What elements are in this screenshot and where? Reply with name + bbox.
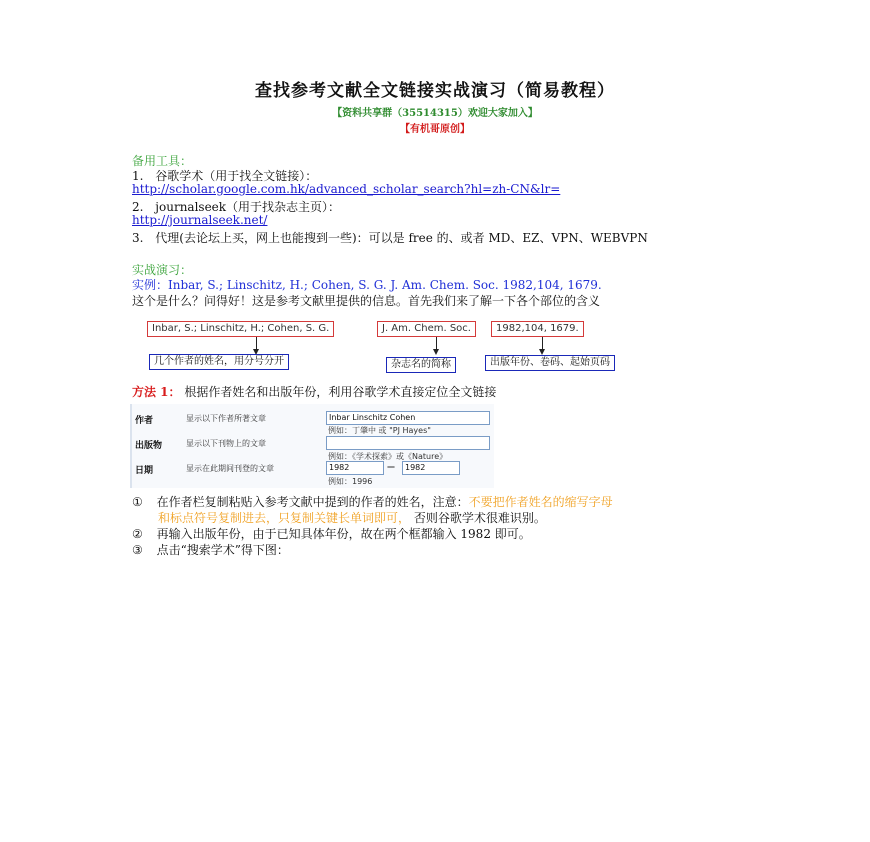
step-1-text: 在作者栏复制粘贴入参考文献中提到的作者的姓名，注意： [156,495,469,509]
tool-item-2-text: journalseek（用于找杂志主页）： [155,200,341,214]
tool-item-2-number: 2. [132,200,144,214]
citation-journal-box: J. Am. Chem. Soc. [377,321,476,337]
tool-item-3-number: 3. [132,231,144,245]
author-credit: 【有机哥原创】 [400,124,470,135]
step-1-ending: 否则谷歌学术很难识别。 [413,511,546,525]
step-2-line [132,525,531,542]
step-1-line-2 [158,509,546,526]
date-field-description: 显示在此期间刊登的文章 [186,464,274,473]
method-1-line [132,383,496,400]
method-1-prefix: 方法 1： [132,385,181,399]
tools-heading: 备用工具： [132,154,193,168]
explanation-text: 这个是什么？问得好！这是参考文献里提供的信息。首先我们来了解一下各个部位的含义 [132,294,601,308]
authors-explanation-label: 几个作者的姓名，用分号分开 [149,354,289,370]
date-to-input[interactable]: 1982 [402,461,460,475]
step-1-warning-cont: 和标点符号复制进去，只复制关键长单词即可， [158,511,411,525]
date-range-dash: — [387,462,395,471]
author-example: 例如：丁肇中 或 "PJ Hayes" [328,426,431,435]
journal-explanation-label: 杂志名的简称 [386,357,456,373]
step-3-text: 点击“搜索学术”得下图： [156,543,289,557]
citation-authors-box: Inbar, S.; Linschitz, H.; Cohen, S. G. [147,321,334,337]
step-3-line [132,541,289,558]
tool-item-3-text: 代理(去论坛上买，网上也能搜到一些)：可以是 free 的、或者 MD、EZ、VPN、WEBVPN [155,231,648,245]
step-2-text: 再输入出版年份，由于已知具体年份，故在两个框都输入 1982 即可。 [156,527,531,541]
publication-field-label: 出版物 [135,441,163,451]
group-notice: 【资料共享群（35514315）欢迎大家加入】 [332,108,538,119]
method-1-text: 根据作者姓名和出版年份，利用谷歌学术直接定位全文链接 [184,385,497,399]
date-example: 例如：1996 [328,477,373,486]
step-1-warning: 不要把作者姓名的缩写字母 [468,495,613,509]
date-field-label: 日期 [135,466,154,476]
author-field-description: 显示以下作者所著文章 [186,414,266,423]
step-3-number: ③ [132,543,143,557]
step-1-line-1 [132,493,613,510]
publication-input[interactable] [326,436,490,450]
step-2-number: ② [132,527,143,541]
journalseek-link[interactable]: http://journalseek.net/ [132,213,268,227]
example-citation: 实例：Inbar, S.; Linschitz, H.; Cohen, S. G. J. Am. Chem. Soc. 1982,104, 1679. [132,278,602,292]
citation-year-box: 1982,104, 1679. [491,321,584,337]
step-1-number: ① [132,495,143,509]
tool-item-1-number: 1. [132,169,144,183]
year-explanation-label: 出版年份、卷码、起始页码 [485,355,615,371]
publication-field-description: 显示以下刊物上的文章 [186,439,266,448]
google-scholar-link[interactable]: http://scholar.google.com.hk/advanced_scholar_search?hl=zh-CN&lr= [132,182,561,196]
author-input[interactable]: Inbar Linschitz Cohen [326,411,490,425]
date-from-input[interactable]: 1982 [326,461,384,475]
practice-heading: 实战演习： [132,263,193,277]
tool-item-3 [132,229,648,246]
author-field-label: 作者 [135,416,154,426]
journal-arrow-head [433,349,439,355]
tool-item-1-text: 谷歌学术（用于找全文链接）： [155,169,318,183]
document-title: 查找参考文献全文链接实战演习（简易教程） [255,81,615,101]
publication-example: 例如：《学术探索》或《Nature》 [328,452,448,461]
